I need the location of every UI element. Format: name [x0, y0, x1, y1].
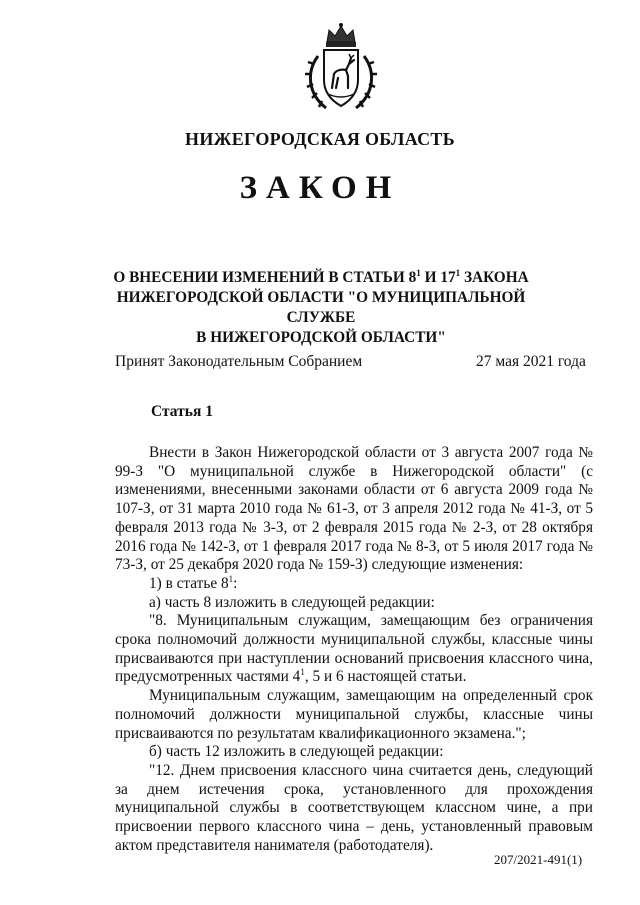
- paragraph-part-8: "8. Муниципальным служащим, замещающим без ограничения срока полномочий должности муниципальной службы, классные чины присваиваются при наступлении оснований присвоения классного чина, предусмотренных частями $4^1$, 5 и 6 настоящей статьи.: [115, 612, 593, 686]
- document-number: 207/2021-491(1): [494, 852, 583, 867]
- law-title-line-1: О ВНЕСЕНИИ ИЗМЕНЕНИЙ В СТАТЬИ $8^1$ И $17^1$ ЗАКОНА: [113, 268, 529, 287]
- region-heading: НИЖЕГОРОДСКАЯ ОБЛАСТЬ: [185, 129, 455, 149]
- paragraph-subitem-b: б) часть 12 изложить в следующей редакции:: [149, 743, 444, 761]
- article-heading: Статья 1: [151, 403, 213, 420]
- coat-of-arms-emblem: [296, 22, 386, 114]
- adoption-date: 27 мая 2021 года: [476, 353, 586, 370]
- paragraph-part-8-cont: Муниципальным служащим, замещающим на определенный срок полномочий должности муниципальной службы, классные чины присваиваются по результатам квалификационного экзамена.";: [115, 687, 593, 742]
- paragraph-part-12: "12. Днем присвоения классного чина считается день, следующий за днем истечения срока, установленного для прохождения муниципальной службы в соответствующем классном чине, а при присвоении первого классного чина – день, установленный правовым актом представителя нанимателя (работодателя).: [115, 761, 593, 854]
- law-title-line-3: В НИЖЕГОРОДСКОЙ ОБЛАСТИ": [196, 329, 446, 347]
- document-type-heading: ЗАКОН: [239, 170, 401, 206]
- article-body: [115, 444, 593, 855]
- paragraph-intro: Внести в Закон Нижегородской области от 3 августа 2007 года № 99-З "О муниципальной службе в Нижегородской области" (с изменениями, внесенными законами области от 6 августа 2009 года № 107-З, от 31 марта 2010 года № 61-З, от 3 апреля 2012 года № 41-З, от 5 февраля 2013 года № 3-З, от 2 февраля 2015 года № 2-З, от 28 октября 2016 года № 142-З, от 1 февраля 2017 года № 8-З, от 5 июля 2017 года № 73-З, от 25 декабря 2020 года № 159-З) следующие изменения:: [115, 444, 593, 574]
- paragraph-item-1: 1) в статье $8^1$:: [149, 573, 238, 592]
- law-title: [110, 263, 532, 348]
- paragraph-subitem-a: а) часть 8 изложить в следующей редакции:: [149, 593, 435, 611]
- law-title-line-2: НИЖЕГОРОДСКОЙ ОБЛАСТИ "О МУНИЦИПАЛЬНОЙ СЛУЖБЕ: [116, 289, 526, 327]
- adopted-by: Принят Законодательным Собранием: [115, 353, 363, 370]
